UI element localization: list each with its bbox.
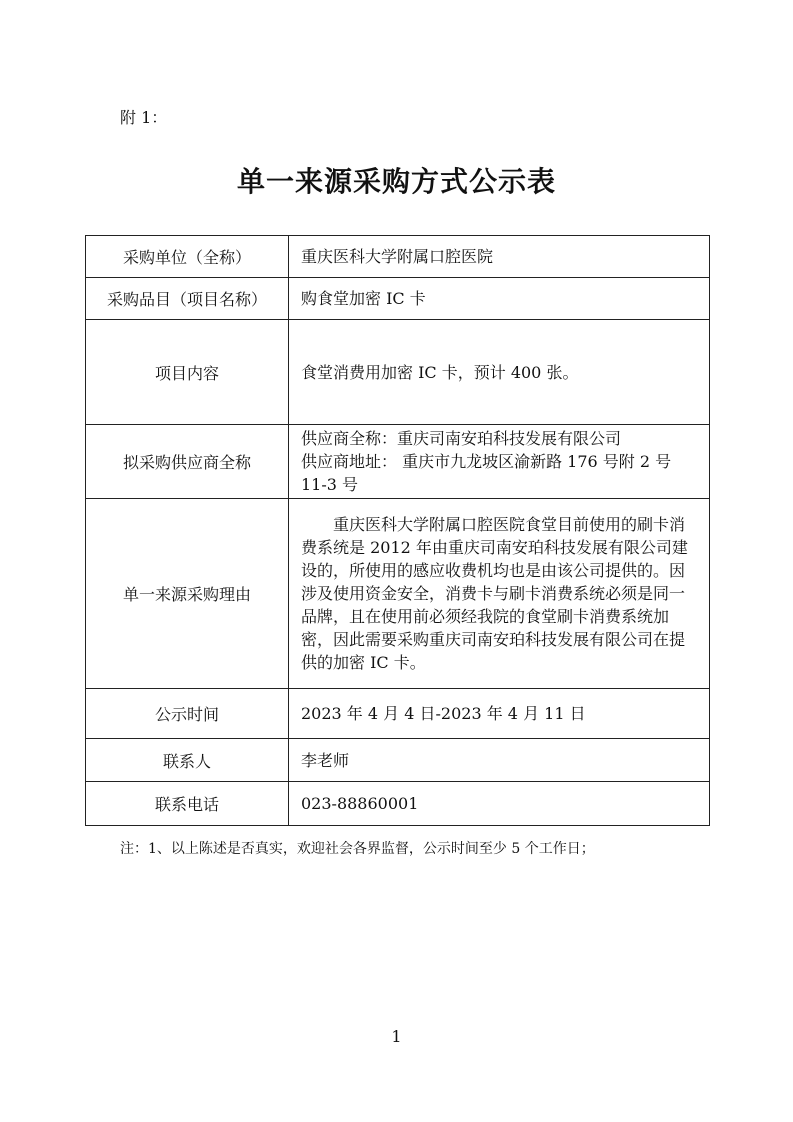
table-row (86, 689, 710, 739)
page-title: 单一来源采购方式公示表 (236, 165, 556, 198)
label-purchasing-unit: 采购单位（全称） (86, 236, 289, 278)
label-supplier: 拟采购供应商全称 (86, 425, 289, 499)
supplier-name: 供应商全称：重庆司南安珀科技发展有限公司 (301, 429, 622, 448)
table-row (86, 782, 710, 826)
page-number: 1 (391, 1027, 402, 1046)
announcement-table (85, 235, 710, 826)
table-row (86, 425, 710, 499)
label-item: 采购品目（项目名称） (86, 278, 289, 320)
table-row (86, 739, 710, 782)
table-row (86, 499, 710, 689)
label-period: 公示时间 (86, 689, 289, 739)
table-row (86, 236, 710, 278)
supplier-address: 供应商地址： 重庆市九龙坡区渝新路 176 号附 2 号 11-3 号 (301, 452, 672, 494)
label-reason: 单一来源采购理由 (86, 499, 289, 689)
table-row (86, 278, 710, 320)
value-supplier (289, 425, 710, 499)
label-phone: 联系电话 (86, 782, 289, 826)
label-content: 项目内容 (86, 320, 289, 425)
value-reason: 重庆医科大学附属口腔医院食堂目前使用的刷卡消费系统是 2012 年由重庆司南安珀科技发展有限公司建设的，所使用的感应收费机均也是由该公司提供的。因涉及使用资金安全，消费卡与刷卡消费系统必须是同一品牌，且在使用前必须经我院的食堂刷卡消费系统加密，因此需要采购重庆司南安珀科技发展有限公司在提供的加密 IC 卡。 (289, 499, 710, 689)
value-item: 购食堂加密 IC 卡 (289, 278, 710, 320)
value-contact: 李老师 (289, 739, 710, 782)
footnote: 注：1、以上陈述是否真实，欢迎社会各界监督，公示时间至少 5 个工作日； (120, 841, 595, 857)
label-contact: 联系人 (86, 739, 289, 782)
table-row (86, 320, 710, 425)
value-purchasing-unit: 重庆医科大学附属口腔医院 (289, 236, 710, 278)
value-period: 2023 年 4 月 4 日-2023 年 4 月 11 日 (289, 689, 710, 739)
value-phone: 023-88860001 (289, 782, 710, 826)
value-content: 食堂消费用加密 IC 卡，预计 400 张。 (289, 320, 710, 425)
annex-label: 附 1： (120, 108, 168, 127)
